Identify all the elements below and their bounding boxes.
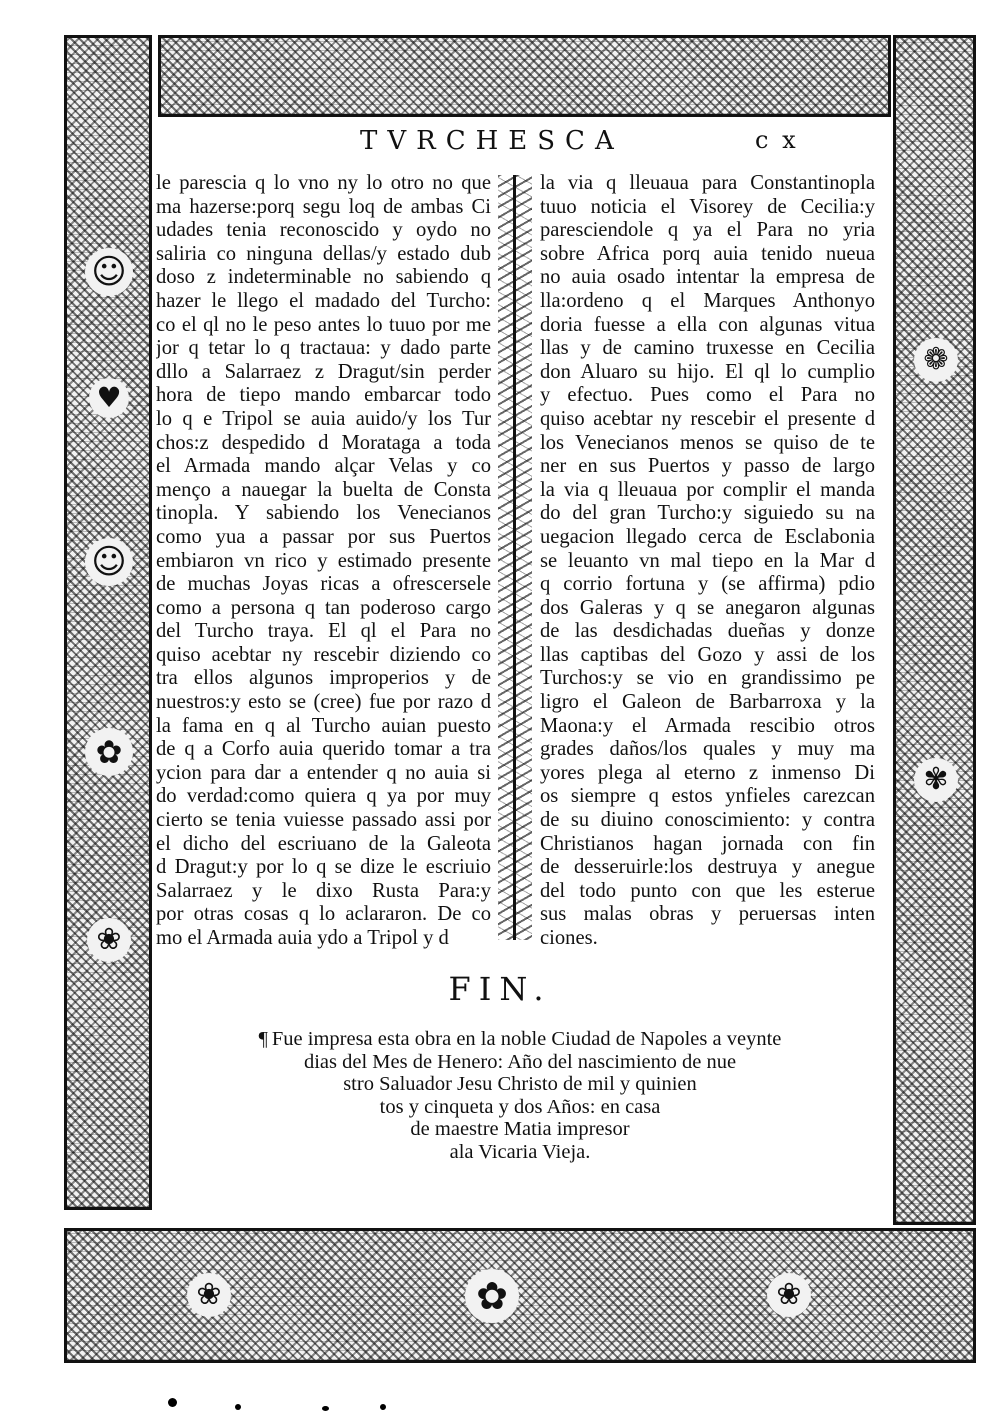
- right-column: [540, 172, 875, 951]
- text-line: os siempre q estos ynfieles carezcan: [540, 785, 875, 808]
- colophon-text: tos y cinqueta y dos Años: en casa: [379, 1095, 661, 1118]
- text-line: do verdad:como quiera q ya por muy: [156, 785, 491, 808]
- text-line: hora de tiepo mando embarcar todo: [156, 384, 491, 407]
- text-line: dllo a Salarraez z Dragut/sin perder: [156, 360, 491, 383]
- ink-speck: [168, 1398, 177, 1407]
- woodcut-column-icon: [64, 35, 152, 1210]
- text-line: saliria co ninguna dellas/y estado dub: [156, 242, 491, 265]
- pilcrow-icon: ¶: [258, 1028, 268, 1050]
- text-line: quiso acebtar ny rescebir diziendo co: [156, 643, 491, 666]
- colophon-text: stro Saluador Jesu Christo de mil y quinien: [343, 1073, 697, 1095]
- text-line: lo q e Tripol se auia auido/y los Tur: [156, 407, 491, 430]
- text-line: don Aluaro su hijo. El ql lo cumplio: [540, 360, 875, 383]
- text-line: d Dragut:y por lo q se dize le escriuio: [156, 856, 491, 879]
- text-line: paresciendole q ya el Para no yria: [540, 219, 875, 242]
- rosette-icon: ✾: [914, 758, 958, 802]
- rosette-icon: ❁: [914, 338, 958, 382]
- text-line: jor q tetar lo q tractaua: y dado parte: [156, 337, 491, 360]
- text-line: chos:z despedido d Morataga a toda: [156, 431, 491, 454]
- text-line: del Turcho traya. El ql el Para no: [156, 620, 491, 643]
- text-line: Turchos:y se vio en grandissimo pe: [540, 667, 875, 690]
- text-line: y efectuo. Pues como el Para no: [540, 384, 875, 407]
- ink-speck: [235, 1404, 241, 1410]
- colophon-line: [180, 1073, 860, 1096]
- text-line: sobre Africa porq auia tenido nueua: [540, 242, 875, 265]
- text-line: do del gran Turcho:y siguiedo su na: [540, 502, 875, 525]
- text-line: quiso acebtar ny rescebir el presente d: [540, 407, 875, 430]
- rosette-icon: ❀: [187, 1273, 231, 1317]
- ink-speck: [322, 1406, 329, 1411]
- text-line: Christianos hagan jornada con fin: [540, 832, 875, 855]
- heart-ornament-icon: ♥: [89, 378, 129, 418]
- text-line: se leuanto vn mal tiepo en la Mar d: [540, 549, 875, 572]
- colophon-text: de maestre Matia impresor: [410, 1118, 630, 1140]
- text-line: cierto se tenia vuiesse passado assi por: [156, 809, 491, 832]
- text-line: uegacion llegado cerca de Esclabonia: [540, 525, 875, 548]
- text-line: tinopla. Y sabiendo los Venecianos: [156, 502, 491, 525]
- text-line: mo el Armada auia ydo a Tripol y d: [156, 927, 449, 949]
- text-line: llas captibas del Gozo y assi de los: [540, 643, 875, 666]
- text-line: como yua a passar por sus Puertos: [156, 525, 491, 548]
- rosette-icon: ✿: [85, 728, 133, 776]
- rosette-icon: ❀: [767, 1273, 811, 1317]
- text-line: de las desdichadas dueñas y donze: [540, 620, 875, 643]
- text-line: por otras cosas q lo aclararon. De co: [156, 903, 491, 926]
- colophon-line: [180, 1028, 860, 1051]
- text-line: los Venecianos menos se quiso de te: [540, 431, 875, 454]
- text-line: de q a Corfo auia querido tomar a tra: [156, 738, 491, 761]
- text-line: tra ellos algunos improperios y de: [156, 667, 491, 690]
- text-line: ciones.: [540, 927, 598, 949]
- text-line: del todo punto con que les esterue: [540, 879, 875, 902]
- colophon-text: dias del Mes de Henero: Año del nascimiento de nue: [303, 1050, 737, 1073]
- ink-speck: [380, 1404, 386, 1410]
- text-line: lla:ordeno q el Marques Anthonyo: [540, 289, 875, 312]
- text-line: no auia osado intentar la empresa de: [540, 266, 875, 289]
- text-line: la via q lleuaua por complir el manda: [540, 478, 875, 501]
- text-line: q corrio fortuna y (se affirma) pdio: [540, 573, 875, 596]
- face-medallion-icon: ☺: [85, 538, 133, 586]
- colophon: [180, 1028, 860, 1163]
- text-line: menço a nauegar la buelta de Consta: [156, 478, 491, 501]
- text-line: sus malas obras y peruersas inten: [540, 903, 875, 926]
- text-line: ligro el Galeon de Barbarroxa y la: [540, 691, 875, 714]
- colophon-line: [180, 1141, 860, 1164]
- text-line: udades tenia reconoscido y oydo no: [156, 219, 491, 242]
- text-line: doso z indeterminable no sabiendo q: [156, 266, 491, 289]
- text-line: ycion para dar a entender q no auia si: [156, 761, 491, 784]
- text-line: hazer le llego el madado del Turcho:: [156, 289, 491, 312]
- text-line: llas y de camino truxesse en Cecilia: [540, 337, 875, 360]
- colophon-line: [180, 1096, 860, 1119]
- text-line: nuestros:y esto se (cree) fue por razo d: [156, 691, 491, 714]
- colophon-text: ala Vicaria Vieja.: [449, 1140, 591, 1163]
- text-line: de muchas Joyas ricas a ofrescersele: [156, 573, 491, 596]
- text-line: dos Galeras y q se anegaron algunas: [540, 596, 875, 619]
- fin-heading: FIN.: [448, 970, 552, 1008]
- rosette-icon: ✿: [465, 1269, 519, 1323]
- text-line: Salarraez y le dixo Rusta Para:y: [156, 879, 491, 902]
- left-column: [156, 172, 491, 951]
- text-line: el Armada mando alçar Velas y co: [156, 455, 491, 478]
- text-line: de su diuino conoscimiento: y contra: [540, 809, 875, 832]
- woodcut-foliage-icon: [64, 1228, 976, 1363]
- colophon-line: [180, 1051, 860, 1074]
- running-head: TVRCHESCA: [360, 126, 624, 156]
- text-line: ner en sus Puertos y passo de largo: [540, 455, 875, 478]
- woodcut-column-icon: [893, 35, 976, 1225]
- text-line: co el ql no le peso antes lo tuuo por me: [156, 313, 491, 336]
- vine-ornament-icon: [498, 175, 532, 940]
- text-line: la via q lleuaua para Constantinopla: [540, 172, 875, 194]
- text-line: de desseruirle:los destruya y anegue: [540, 856, 875, 879]
- folio-number: c x: [755, 126, 799, 154]
- text-line: doria fuesse a ella con algunas vitua: [540, 313, 875, 336]
- colophon-line: [180, 1118, 860, 1141]
- colophon-text: Fue impresa esta obra en la noble Ciudad de Napoles a veynte: [271, 1028, 782, 1050]
- text-line: embiaron vn rico y estimado presente: [156, 549, 491, 572]
- text-line: el dicho del escriuano de la Galeota: [156, 832, 491, 855]
- text-line: grades daños/los quales y muy ma: [540, 738, 875, 761]
- rosette-icon: ❀: [87, 918, 131, 962]
- text-line: tuuo noticia el Visorey de Cecilia:y: [540, 195, 875, 218]
- text-line: yores plega al eterno z inmenso Di: [540, 761, 875, 784]
- face-medallion-icon: ☺: [85, 248, 133, 296]
- text-line: como a persona q tan poderoso cargo: [156, 596, 491, 619]
- text-line: ma hazerse:porq segu loq de ambas Ci: [156, 195, 491, 218]
- text-line: Maona:y el Armada rescibio otros: [540, 714, 875, 737]
- woodcut-frieze-icon: [158, 35, 891, 117]
- text-line: le parescia q lo vno ny lo otro no que: [156, 172, 491, 194]
- text-line: la fama en q al Turcho auian puesto: [156, 714, 491, 737]
